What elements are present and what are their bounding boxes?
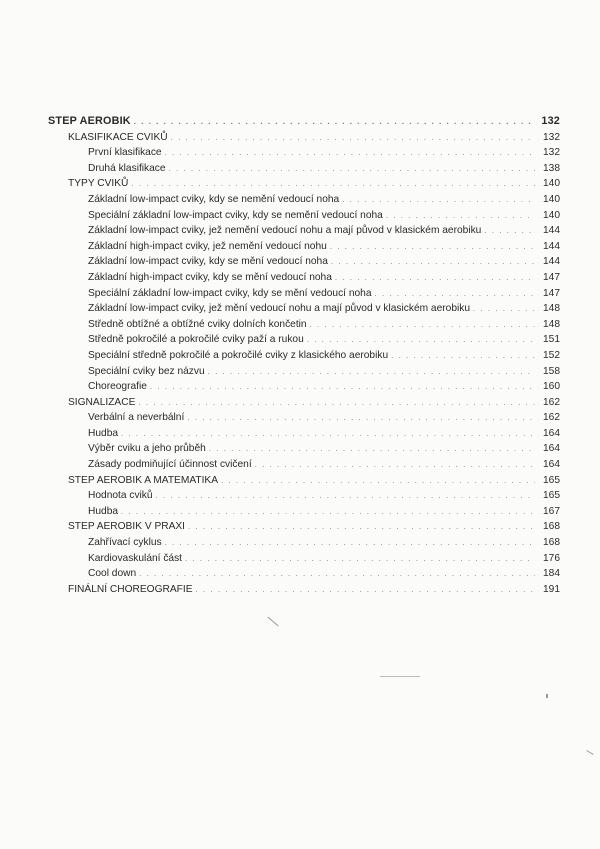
toc-entry-title: Středně pokročilé a pokročilé cviky paží a rukou (88, 334, 304, 346)
leader-dots (307, 332, 535, 348)
toc-entry-title: Zahřívací cyklus (88, 537, 162, 549)
leader-dots (134, 114, 535, 130)
toc-entry-title: Základní high-impact cviky, kdy se mění vedoucí noha (88, 271, 332, 283)
leader-dots (209, 441, 535, 457)
leader-dots (342, 192, 535, 208)
toc-entry (48, 145, 560, 161)
leader-dots (196, 582, 535, 598)
toc-entry-page: 176 (543, 552, 560, 564)
toc-entry (48, 410, 560, 426)
toc-entry-title: STEP AEROBIK V PRAXI (68, 521, 186, 533)
toc-entry (48, 130, 560, 146)
scan-speck (380, 676, 420, 677)
toc-entry (48, 223, 560, 239)
toc-entry-page: 138 (543, 162, 560, 174)
toc-entry-page: 147 (543, 271, 560, 283)
leader-dots (169, 161, 535, 177)
toc-entry (48, 301, 560, 317)
toc-entry (48, 457, 560, 473)
leader-dots (150, 379, 535, 395)
toc-entry-title: Výběr cviku a jeho průběh (88, 443, 206, 455)
scan-speck (586, 750, 593, 755)
toc-entry-page: 164 (543, 427, 560, 439)
toc-entry (48, 535, 560, 551)
leader-dots (121, 504, 535, 520)
leader-dots (156, 488, 535, 504)
toc-entry-title: FINÁLNÍ CHOREOGRAFIE (68, 583, 193, 595)
toc-entry-title: Základní low-impact cviky, jež nemění vedoucí nohu a mají původ v klasickém aerobiku (88, 225, 482, 237)
toc-entry-title: Speciální středně pokročilé a pokročilé cviky z klasického aerobiku (88, 349, 389, 361)
toc-entry-title: KLASIFIKACE CVIKŮ (68, 131, 168, 143)
toc-entry-page: 140 (543, 178, 560, 190)
leader-dots (139, 566, 535, 582)
toc-entry-page: 165 (543, 490, 560, 502)
leader-dots (484, 223, 535, 239)
table-of-contents (48, 114, 560, 597)
leader-dots (187, 410, 535, 426)
toc-entry-page: 162 (543, 412, 560, 424)
toc-entry-title: Verbální a neverbální (88, 412, 185, 424)
leader-dots (335, 270, 535, 286)
toc-entry-title: TYPY CVIKŮ (68, 178, 129, 190)
toc-entry (48, 364, 560, 380)
leader-dots (330, 239, 535, 255)
toc-entry-page: 144 (543, 225, 560, 237)
toc-entry-title: První klasifikace (88, 147, 162, 159)
toc-entry (48, 379, 560, 395)
toc-entry (48, 332, 560, 348)
toc-entry (48, 441, 560, 457)
toc-entry-page: 164 (543, 459, 560, 471)
toc-entry (48, 286, 560, 302)
toc-entry-title: Speciální cviky bez názvu (88, 365, 205, 377)
leader-dots (310, 317, 535, 333)
toc-entry-title: Středně obtížné a obtížné cviky dolních končetin (88, 318, 307, 330)
toc-entry-page: 151 (543, 334, 560, 346)
toc-entry (48, 161, 560, 177)
toc-entry (48, 426, 560, 442)
toc-entry (48, 317, 560, 333)
toc-entry-page: 148 (543, 318, 560, 330)
toc-entry-title: Základní low-impact cviky, jež mění vedoucí nohu a mají původ v klasickém aerobiku (88, 303, 471, 315)
toc-entry-page: 158 (543, 365, 560, 377)
scan-speck (267, 617, 278, 627)
toc-entry-title: Choreografie (88, 381, 147, 393)
leader-dots (165, 145, 535, 161)
toc-entry (48, 488, 560, 504)
toc-entry-page: 168 (543, 521, 560, 533)
toc-entry (48, 395, 560, 411)
toc-entry (48, 114, 560, 130)
toc-entry-page: 167 (543, 505, 560, 517)
toc-entry-title: Zásady podmiňující účinnost cvičení (88, 459, 252, 471)
toc-entry-page: 165 (543, 474, 560, 486)
leader-dots (375, 286, 536, 302)
toc-entry-title: Cool down (88, 568, 137, 580)
toc-entry-title: Základní low-impact cviky, kdy se nemění vedoucí noha (88, 193, 340, 205)
toc-entry (48, 208, 560, 224)
toc-entry-page: 168 (543, 537, 560, 549)
toc-entry-page: 132 (543, 131, 560, 143)
toc-entry-page: 140 (543, 193, 560, 205)
toc-entry-page: 160 (543, 381, 560, 393)
toc-entry-page: 147 (543, 287, 560, 299)
toc-entry-title: Hudba (88, 505, 119, 517)
leader-dots (165, 535, 535, 551)
toc-entry-title: Kardiovaskulání část (88, 552, 183, 564)
toc-entry-page: 144 (543, 256, 560, 268)
toc-entry (48, 192, 560, 208)
toc-entry-page: 162 (543, 396, 560, 408)
toc-entry-page: 140 (543, 209, 560, 221)
leader-dots (188, 519, 535, 535)
toc-entry-title: STEP AEROBIK A MATEMATIKA (68, 474, 219, 486)
toc-entry (48, 254, 560, 270)
leader-dots (391, 348, 535, 364)
toc-entry (48, 582, 560, 598)
toc-entry-page: 148 (543, 303, 560, 315)
toc-entry (48, 473, 560, 489)
leader-dots (473, 301, 535, 317)
leader-dots (221, 473, 535, 489)
toc-entry-title: Základní high-impact cviky, jež nemění vedoucí nohu (88, 240, 327, 252)
toc-entry (48, 270, 560, 286)
toc-entry-page: 191 (543, 583, 560, 595)
toc-entry-title: SIGNALIZACE (68, 396, 136, 408)
toc-entry-page: 132 (541, 115, 560, 127)
toc-entry-title: Speciální základní low-impact cviky, kdy se nemění vedoucí noha (88, 209, 383, 221)
toc-entry (48, 519, 560, 535)
toc-entry-page: 164 (543, 443, 560, 455)
toc-entry (48, 348, 560, 364)
toc-entry-title: Hodnota cviků (88, 490, 153, 502)
toc-entry-page: 184 (543, 568, 560, 580)
leader-dots (138, 395, 535, 411)
toc-entry-page: 132 (543, 147, 560, 159)
toc-entry-page: 144 (543, 240, 560, 252)
toc-entry (48, 566, 560, 582)
toc-entry (48, 504, 560, 520)
leader-dots (208, 364, 535, 380)
leader-dots (171, 130, 535, 146)
toc-entry (48, 176, 560, 192)
leader-dots (331, 254, 535, 270)
toc-entry-title: Základní low-impact cviky, kdy se mění vedoucí noha (88, 256, 328, 268)
toc-entry (48, 239, 560, 255)
toc-entry-title: STEP AEROBIK (48, 115, 131, 127)
leader-dots (185, 551, 535, 567)
leader-dots (255, 457, 535, 473)
toc-entry-title: Speciální základní low-impact cviky, kdy se mění vedoucí noha (88, 287, 372, 299)
toc-entry-page: 152 (543, 349, 560, 361)
leader-dots (386, 208, 535, 224)
leader-dots (131, 176, 535, 192)
scan-speck (546, 694, 548, 698)
toc-entry-title: Hudba (88, 427, 119, 439)
leader-dots (121, 426, 535, 442)
toc-entry-title: Druhá klasifikace (88, 162, 166, 174)
toc-entry (48, 551, 560, 567)
